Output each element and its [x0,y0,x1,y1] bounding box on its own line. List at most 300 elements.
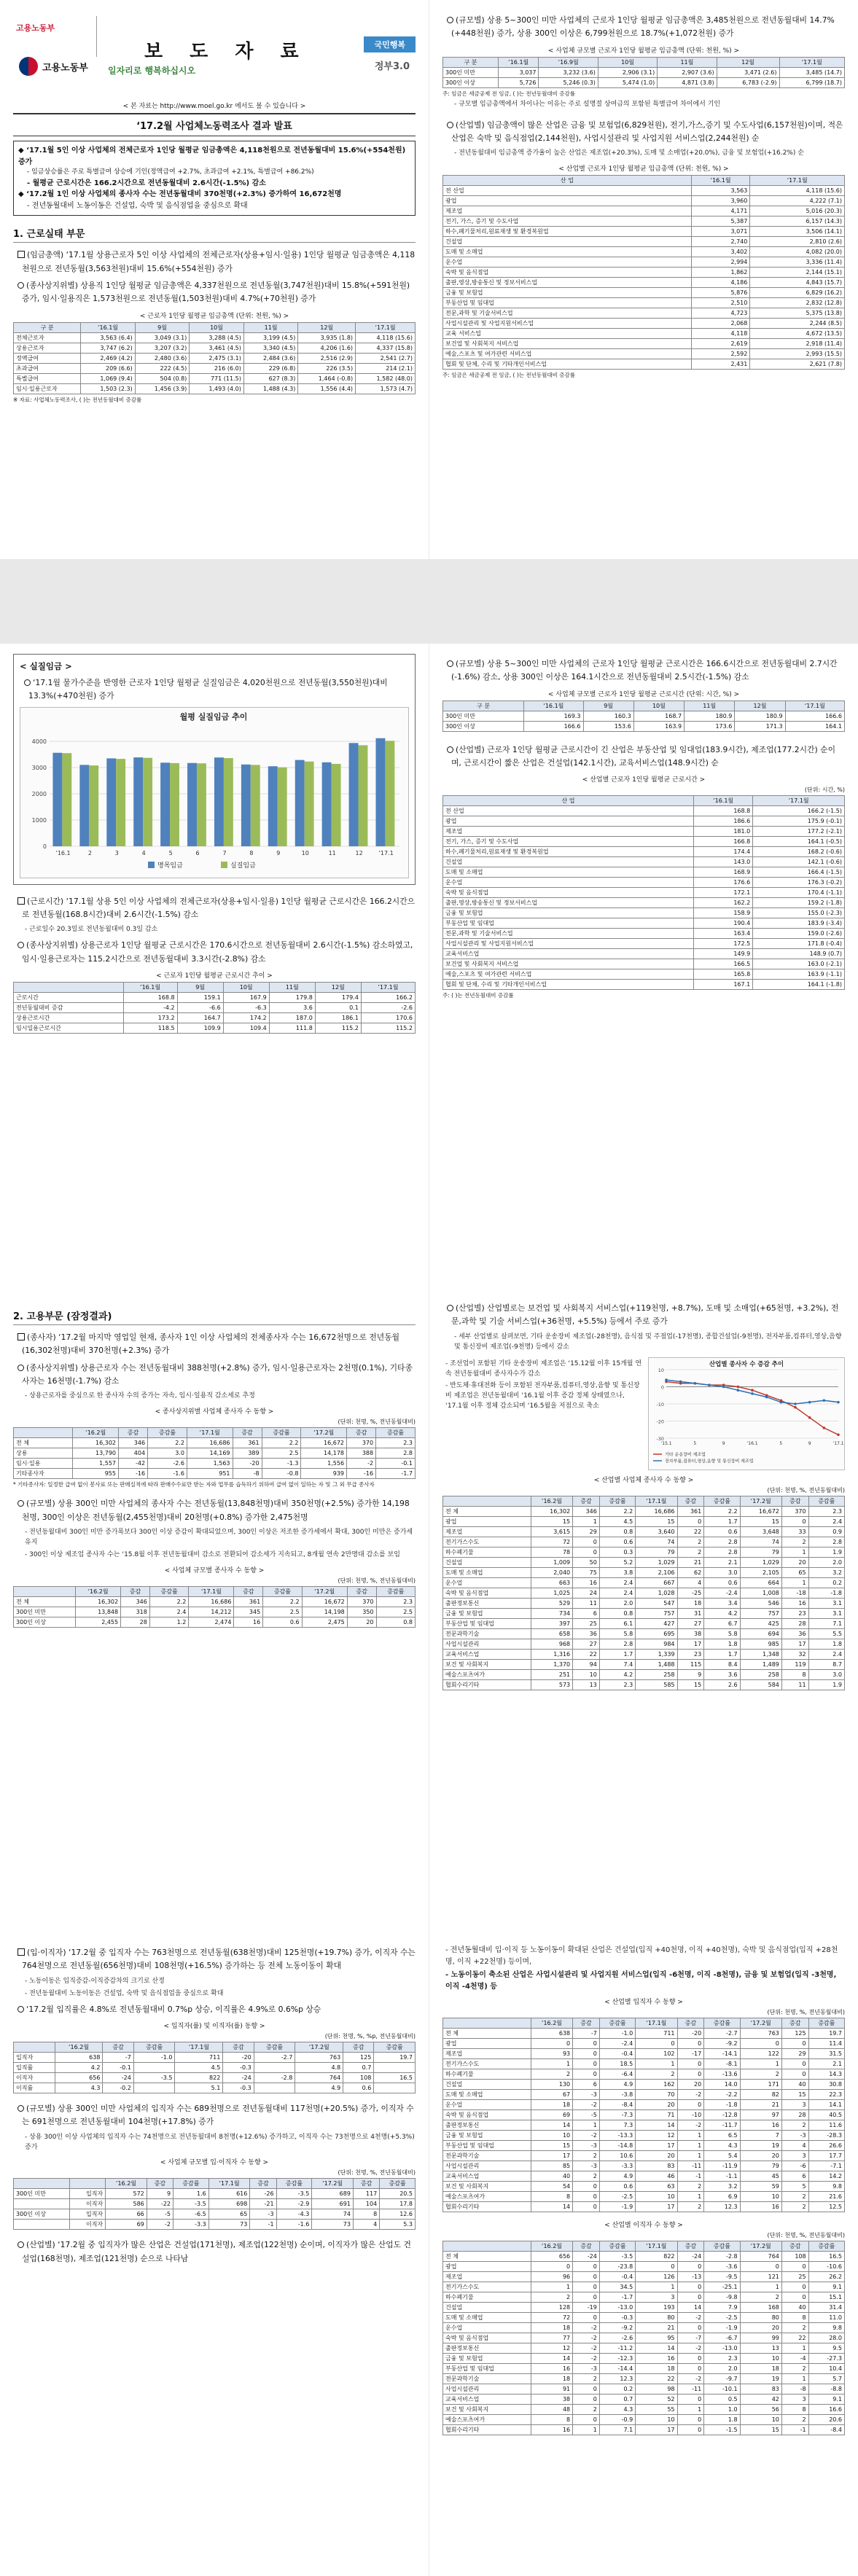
circle-bullet-icon [447,1305,453,1311]
legend-label: 명목임금 [157,862,183,870]
table-cell: 2 [781,2364,808,2374]
scale-wage-paragraph: (규모별) 상용 5~300인 미만 사업체의 근로자 1인당 월평균 임금총액은 3,485천원으로 전년동월대비 14.7%(+448천원) 증가, 상용 300인 이상은 6,799천원으로 18.7%(+1,072천원) 증가 [447,14,845,41]
table-header-cell: 증감률 [808,1496,844,1506]
table-cell: 1.8 [704,2415,740,2425]
table-cell: 1.7 [599,1649,635,1659]
employment-scale-paragraph: (규모별) 상용 300인 미만 사업체의 종사자 수는 전년동월(13,848천명)대비 350천명(+2.5%) 증가한 14,198천명, 300인 이상은 전년동월(2,455천명)대비 20천명(+0.8%) 증가한 2,475천명 [17,1497,416,1524]
table-header-cell: ‘16.2월 [531,1496,572,1506]
table-row [443,227,845,237]
table-header-cell: 증감률 [808,2018,844,2029]
table-row [443,2120,845,2131]
table-cell: 예술스포츠여가 [443,1669,531,1679]
table-cell: 4,118 (15.6) [750,186,845,196]
table-cell: -1.7 [376,1469,416,1479]
table-cell: 이직자 [70,2199,106,2209]
table-cell: 300인 미만 [14,1607,76,1617]
table-cell: 3,563 [691,186,750,196]
table-cell: 13 [740,2343,781,2354]
table-cell: 397 [531,1618,572,1628]
table-cell: -2.4 [599,2039,635,2049]
bar [133,757,143,846]
data-point [765,1395,768,1398]
table-cell: 93 [531,2049,572,2059]
table-row [443,2262,845,2272]
table-cell: 31 [677,1608,704,1618]
table-cell: 1.9 [808,1547,844,1557]
table-cell: 2 [781,2202,808,2212]
x-tick-label: 8 [249,849,254,856]
table-cell: 0 [573,2182,600,2192]
table-row [443,2374,845,2384]
table-cell: 3.2 [808,1567,844,1577]
table-cell: 0 [573,1547,600,1557]
table-cell: 214 (2.1) [356,363,416,373]
table-cell: 1,582 (48.0) [356,373,416,383]
table-cell: 14 [636,2343,677,2354]
table-cell: 158.9 [693,908,752,918]
table-cell: 0 [781,2059,808,2069]
table-cell: 300인 이상 [443,77,499,87]
table-cell: 300인 이상 [443,721,524,731]
table-cell: 1,028 [636,1588,677,1598]
x-tick-label: ‘17.1 [832,1440,844,1446]
table-cell: 숙박 및 음식점업 [443,2110,531,2120]
table-cell: 59 [740,2182,781,2192]
table-cell: 0 [677,2059,704,2069]
square-bullet-icon [17,251,25,258]
table-row [443,308,845,319]
table-cell: -6.3 [223,1003,269,1013]
bar [322,762,332,846]
ind-emp-table-unit: (단위: 천명, %, 전년동월대비) [767,1486,845,1494]
table-cell: 28 [121,1617,150,1627]
table-cell: 26.2 [808,2272,844,2282]
table-cell: 1,573 (4.7) [356,383,416,394]
table-cell: 20.5 [380,2189,416,2199]
table-cell: 12 [636,2131,677,2141]
table-cell: 전 체 [443,2029,531,2039]
table-cell: 부동산업 및 임대업 [443,1618,531,1628]
data-point [823,1426,826,1429]
hours-industry-unit: (단위: 시간, %) [804,787,845,794]
table-cell: 임시·일용근로자 [14,383,81,394]
table-cell: 763 [295,2052,343,2062]
table-cell: 179.4 [315,993,361,1003]
y-tick-label: -30 [656,1435,664,1442]
table-cell: 8 [781,2405,808,2415]
table-cell: -2 [347,1459,376,1469]
table-cell: 1 [573,2120,600,2131]
wage-paragraph: (임금총액) ‘17.1월 상용근로자 5인 이상 사업체의 전체근로자(상용+임시·일용) 1인당 월평균 임금총액은 4,118천원으로 전년동월(3,563천원)대비 15.6%(+554천원) 증가 [17,249,416,276]
table-cell: 427 [636,1618,677,1628]
table-cell: 8 [531,2415,572,2425]
table-cell: 404 [119,1448,148,1459]
table-row [443,847,845,857]
table-header-cell: ‘17.2월 [740,2241,781,2252]
table-header-cell: ‘16.1월 [498,57,539,67]
table-cell: 176.6 [693,878,752,888]
table-cell: 도매 및 소매업 [443,1567,531,1577]
table-cell: -3.6 [704,2262,740,2272]
emp-table-note: * 기타종사자: 일정한 급여 없이 봉사료 또는 판매실적에 따라 판매수수료만 받는 자와 업무를 습득하기 위하여 급여 없이 일하는 자 및 그 외 무급 종사자 [13,1481,375,1488]
table-cell: 9.8 [808,2182,844,2192]
table-cell: 573 [531,1679,572,1690]
table-cell: 4.9 [599,2171,635,2182]
table-cell: 180.9 [735,711,785,721]
table-row [443,196,845,206]
table-cell: 하수폐기물 [443,2292,531,2303]
table-row [443,1649,845,1659]
emp-table-caption: < 종사상지위별 사업체 종사자 수 동향 > [155,1408,274,1416]
table-cell: 4 [677,1577,704,1588]
table-cell [133,2062,175,2072]
table-cell: 17 [677,1639,704,1649]
table-cell: -1.1 [704,2171,740,2182]
table-cell: 2.2 [149,1596,188,1607]
table-cell: 12.5 [808,2202,844,2212]
table-cell: 173.2 [123,1013,177,1023]
table-row [14,363,416,373]
table-cell: 17 [636,2141,677,2151]
table-cell: 985 [740,1639,781,1649]
table-cell: 1.8 [704,1639,740,1649]
table-cell: 62 [677,1567,704,1577]
table-row [443,2323,845,2333]
table-cell: 50 [573,1557,600,1567]
table-cell: 74 [312,2209,354,2220]
bar [62,753,71,846]
real-wage-text: ‘17.1월 물가수준을 반영한 근로자 1인당 월평균 실질임금은 4,020천원으로 전년동월(3,550천원)대비 13.3%(+470천원) 증가 [24,676,409,703]
table-row [14,1438,416,1448]
table-row [443,257,845,268]
table-header-cell: 증감률 [380,2179,416,2189]
table-cell: 제조업 [443,206,692,216]
bar [349,743,359,846]
table-cell: 25 [781,2272,808,2282]
table-cell: 16,302 [73,1438,119,1448]
table-cell: 6,783 (-2.9) [717,77,779,87]
mob-table-caption: < 입직자(률) 및 이직자(률) 동향 > [163,2022,265,2030]
table-header-cell: 산 업 [443,796,694,806]
hours-note: - 근로일수 20.3일로 전년동월대비 0.3일 감소 [25,926,158,934]
table-cell: 사업시설관리 [443,1639,531,1649]
table-cell: 3,640 [636,1526,677,1537]
table-cell: 13,790 [73,1448,119,1459]
hours-regular-paragraph: (종사상지위별) 상용근로자 1인당 월평균 근로시간은 170.6시간으로 전년동월대비 2.6시간(-1.5%) 감소하였고, 임시·일용근로자는 115.2시간으로 전년동월대비 3.3시간(-2.8%) 감소 [17,939,416,966]
table-cell: -5 [573,2110,600,2120]
table-cell: 정액급여 [14,353,81,363]
table-header-cell: 11월 [685,700,735,711]
table-cell: -21 [250,2199,276,2209]
table-cell: 1 [531,2282,572,2292]
table-cell: 3,615 [531,1526,572,1537]
table-cell: -2 [677,2120,704,2131]
table-row [14,1617,416,1627]
table-cell: 3 [781,2151,808,2161]
table-cell: 187.0 [269,1013,315,1023]
industry-employment-chart-svg [649,1358,844,1467]
bar [89,765,98,846]
table-cell: -8.4 [599,2100,635,2110]
table-cell: 28 [781,1618,808,1628]
bar [224,758,233,846]
table-cell: 171 [740,2080,781,2090]
table-header-cell: 산 업 [443,176,692,186]
table-cell: 83 [636,2161,677,2171]
table-header-cell: 증감 [119,1428,148,1438]
table-cell: 보건 및 사회복지 [443,2405,531,2415]
x-tick-label: 11 [328,849,336,856]
table-cell: 168.7 [633,711,684,721]
table-cell: 771 (11.5) [190,373,244,383]
table-cell: 18 [531,2374,572,2384]
table-row [443,2059,845,2069]
mobility-paragraph: (입·이직자) ‘17.2월 중 입직자 수는 763천명으로 전년동월(638천명)대비 125천명(+19.7%) 증가, 이직자 수는 764천명으로 전년동월(656천명)대비 108천명(+16.5%) 증가하는 등 전체 노동이동이 확대 [17,1946,416,1973]
table-cell: 656 [531,2252,572,2262]
table-row [443,329,845,339]
table-cell: 171.8 (-0.4) [753,939,845,949]
table-cell: 2.2 [704,1506,740,1516]
table-cell: 1,029 [740,1557,781,1567]
table-cell: 143.0 [693,857,752,867]
table-cell: 177.2 (-2.1) [753,827,845,837]
table-cell: 사업시설관리 [443,2161,531,2171]
table-cell: 0 [573,2313,600,2323]
table-header-cell: 증감률 [599,1496,635,1506]
data-point [837,1400,840,1403]
industry-hires-table [442,2018,845,2212]
table-cell: -2 [677,2090,704,2100]
table-row [14,353,416,363]
mobility-sub-2: - 전년동월대비 노동이동은 건설업, 숙박 및 음식점업을 중심으로 확대 [25,1989,224,1997]
table-cell: 529 [531,1598,572,1608]
table-cell: 전체근로자 [14,332,81,343]
table-cell: -1.8 [808,1588,844,1598]
table-cell: 1,556 (4.4) [298,383,356,394]
x-tick-label: 6 [195,849,200,856]
table-cell: 5 [781,2182,808,2192]
table-cell: -4.3 [276,2209,312,2220]
table-cell: 2.8 [599,1639,635,1649]
table-cell: 109.4 [223,1023,269,1034]
industry-employment-chart [648,1357,845,1470]
table-row [443,2151,845,2161]
table-cell: 2 [573,2171,600,2182]
badge-label: 국민행복 [364,36,416,52]
table-cell: 18 [677,1598,704,1608]
table-cell: 96 [531,2272,572,2282]
table-cell: 16 [234,1617,263,1627]
data-point [737,1385,740,1388]
table-cell: 전 체 [14,1438,73,1448]
table-cell: 12 [531,2343,572,2354]
table-header-cell: 구 분 [14,322,81,332]
table-cell: 협회수리기타 [443,2425,531,2435]
table-cell: 0 [636,2039,677,2049]
table-cell: 0 [781,2069,808,2080]
table-header-cell: ‘17.1월 [753,796,845,806]
table-cell: 108 [343,2072,374,2083]
table-cell: 건설업 [443,237,692,247]
table-cell: 162.2 [693,898,752,908]
table-cell: 26.6 [808,2141,844,2151]
table-cell: 63 [636,2182,677,2192]
table-header-cell: 증감률 [276,2179,312,2189]
mobility-sub-1: - 노동이동은 입직증감-이직증감차의 크기로 산정 [25,1977,165,1985]
table-header-cell: 증감 [347,1586,376,1596]
table-cell: 80 [740,2313,781,2323]
table-cell: 2.2 [148,1438,187,1448]
page-6 [429,1288,858,1932]
x-tick-label: 5 [779,1440,783,1446]
table-cell: 0 [677,2039,704,2049]
table-header-cell: ‘16.2월 [106,2179,147,2189]
table-cell: 0.6 [343,2083,374,2093]
table-row [14,373,416,383]
table-cell: 40 [781,2080,808,2090]
table-row [443,359,845,370]
table-cell: 협회 및 단체, 수리 및 기타개인서비스업 [443,980,694,990]
table-cell: 164.1 (-0.5) [753,837,845,847]
table-cell: -9.8 [704,2292,740,2303]
table-cell: 69 [531,2110,572,2120]
table-cell: 8.4 [704,1659,740,1669]
table-cell: 도매 및 소매업 [443,867,694,878]
ind-emp-table-caption: < 산업별 사업체 종사자 수 동향 > [593,1476,694,1484]
table-cell: 22 [573,1649,600,1659]
table-cell: 0 [573,2192,600,2202]
bar [52,752,62,846]
table-cell: 2 [781,2120,808,2131]
table-cell: 117 [353,2189,379,2199]
bar [278,767,287,846]
wage-table-source: ※ 자료: 사업체노동력조사, ( )는 전년동월대비 증감률 [13,396,142,403]
table-cell: 82 [740,2090,781,2100]
table-row [443,1669,845,1679]
table-cell: 3,747 (6.2) [81,343,136,353]
table-cell: 교육서비스업 [443,2394,531,2405]
table-header-cell: ‘17.2월 [302,1586,347,1596]
table-cell: 입직률 [14,2062,55,2072]
table-cell: 0.8 [599,1526,635,1537]
summary-box [13,141,416,216]
table-cell: -1.9 [599,2202,635,2212]
table-cell: 0.5 [704,2394,740,2405]
table-cell: 125 [781,2029,808,2039]
table-cell: 2 [573,2151,600,2161]
table-cell: 163.9 [633,721,684,731]
table-cell: 14 [636,2120,677,2131]
table-header-cell: 증감 [250,2179,276,2189]
table-cell: 167.9 [223,993,269,1003]
table-cell: 22 [781,2333,808,2343]
table-cell: 협회수리기타 [443,2202,531,2212]
table-header-cell: ‘16.1월 [691,176,750,186]
table-row [443,2415,845,2425]
table-cell: 2.4 [599,1588,635,1598]
table-cell: 3.0 [148,1448,187,1459]
table-cell: 16,686 [636,1506,677,1516]
table-cell: 65 [208,2209,250,2220]
table-header-cell: ‘16.2월 [75,1586,120,1596]
table-cell: -7.3 [599,2110,635,2120]
table-cell: 1,464 (-0.8) [298,373,356,383]
table-cell: 금융 및 보험업 [443,2131,531,2141]
table-header-cell: 증감 [677,2018,704,2029]
table-header-cell: 증감 [234,1586,263,1596]
table-cell: -25 [677,1588,704,1598]
table-cell: 667 [636,1577,677,1588]
table-cell: 46 [636,2171,677,2182]
table-cell: -8 [781,2384,808,2394]
table-cell: -0.1 [103,2062,133,2072]
table-header-cell: ‘16.2월 [531,2018,572,2029]
circle-bullet-icon [447,746,453,753]
table-cell: 5,474 (1.0) [598,77,657,87]
table-header-cell: 증감률 [376,1428,416,1438]
table-cell: -11.9 [704,2161,740,2171]
table-cell: 전 산업 [443,806,694,816]
table-row [443,721,845,731]
table-cell: 1 [573,1516,600,1526]
x-tick-label: ‘15.1 [660,1440,672,1446]
table-row [14,343,416,353]
table-cell: 2.2 [599,1506,635,1516]
table-cell: 8 [531,2192,572,2202]
table-cell: 1,557 [73,1459,119,1469]
table-cell: 사업시설관리 및 사업지원서비스업 [443,939,694,949]
table-cell: -7 [103,2052,133,2062]
table-header-cell [14,1586,76,1596]
table-cell: 출판정보통신 [443,2343,531,2354]
table-cell: 15.1 [808,2292,844,2303]
table-cell: 2,431 [691,359,750,370]
table-row [443,816,845,827]
table-header-cell: 증감 [781,1496,808,1506]
table-cell: 28 [781,2110,808,2120]
table-cell: 1 [531,2059,572,2069]
table-cell: 85 [531,2161,572,2171]
table-cell: 도매 및 소매업 [443,247,692,257]
table-cell: 9.1 [808,2394,844,2405]
table-cell: 0 [573,2384,600,2394]
table-cell: 79 [636,1547,677,1557]
table-cell: 168.8 [123,993,177,1003]
table-cell: -7.1 [808,2161,844,2171]
table-header-cell: 구 분 [443,57,499,67]
table-cell: 664 [740,1577,781,1588]
table-row [443,1537,845,1547]
table-cell: -9.5 [704,2272,740,2282]
table-row [443,2425,845,2435]
bar [241,764,251,846]
table-cell [254,2062,295,2072]
table-header-cell: ‘17.2월 [740,1496,781,1506]
table-cell: 1,503 (2.3) [81,383,136,394]
table-cell: 광업 [443,196,692,206]
table-cell: 건설업 [443,857,694,867]
table-cell: 2.5 [263,1607,302,1617]
table-header-cell: 9월 [177,983,223,993]
table-header-cell: 10월 [190,322,244,332]
table-cell: 5,246 (0.3) [539,77,598,87]
table-row [443,206,845,216]
table-header-cell: 10월 [633,700,684,711]
wage-regular-paragraph: (종사상지위별) 상용직 1인당 월평균 임금총액은 4,337천원으로 전년동월(3,747천원)대비 15.8%(+591천원) 증가, 임시·일용직은 1,573천원으로 전년동월(1,503천원)대비 4.7%(+70천원) 증가 [17,279,416,306]
table-cell: 69 [106,2220,147,2230]
table-cell: 15 [677,1679,704,1690]
table-cell: 2 [636,2069,677,2080]
